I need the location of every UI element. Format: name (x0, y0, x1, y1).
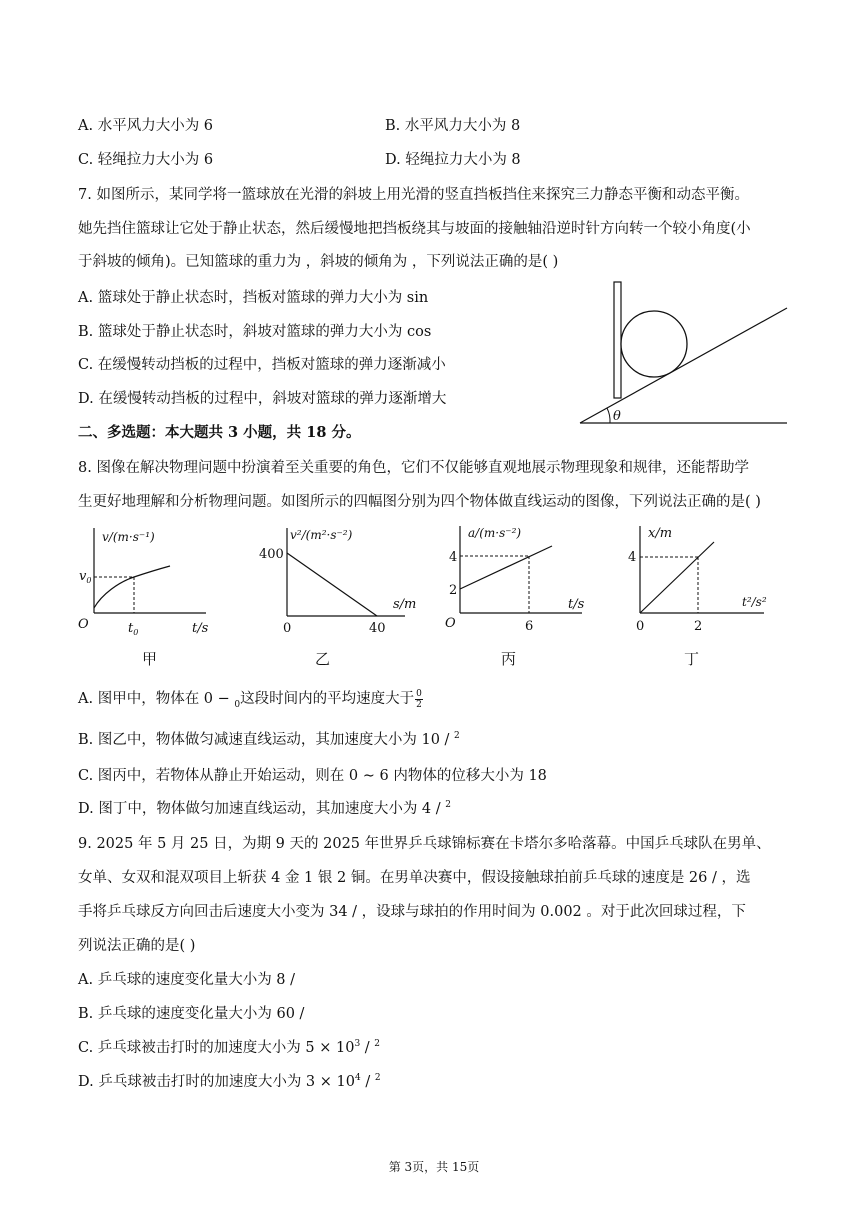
origin-label: O (78, 617, 89, 632)
graph-jia (74, 524, 234, 674)
theta-label: θ (613, 409, 621, 424)
q7-option-a: A. 篮球处于静止状态时，挡板对篮球的弹力大小为 sin (78, 290, 429, 306)
basketball (621, 311, 687, 377)
x-tick-40: 40 (369, 621, 386, 636)
x-axis-label: s/m (393, 597, 417, 612)
v-t-curve (94, 566, 170, 608)
y-axis-label: x/m (648, 526, 673, 541)
q7-stem-line1: 7. 如图所示，某同学将一篮球放在光滑的斜坡上用光滑的竖直挡板挡住来探究三力静态平衡和动态平衡。 (78, 187, 749, 203)
q7-option-d: D. 在缓慢转动挡板的过程中，斜坡对篮球的弹力逐渐增大 (78, 391, 447, 407)
x-axis-label: t/s (568, 597, 585, 612)
slope-line (580, 308, 787, 423)
q8-option-d: D. 图丁中，物体做匀加速直线运动，其加速度大小为 4 / $^2$ (78, 800, 451, 817)
q6-option-a: A. 水平风力大小为 6 (78, 118, 214, 134)
q9-option-b: B. 乒乓球的速度变化量大小为 60 / (78, 1006, 305, 1022)
q9-stem-line3: 手将乒乓球反方向回击后速度大小变为 34 / ，设球与球拍的作用时间为 0.002 。对于此次回球过程，下 (78, 904, 746, 920)
y-tick-4: 4 (628, 550, 637, 565)
caption-ding: 丁 (684, 650, 700, 668)
q7-option-b: B. 篮球处于静止状态时，斜坡对篮球的弹力大小为 cos (78, 324, 432, 340)
q8-stem-line2: 生更好地理解和分析物理问题。如图所示的四幅图分别为四个物体做直线运动的图像，下列说法正确的是( ) (78, 494, 761, 510)
q7-stem-line3: 于斜坡的倾角)。已知篮球的重力为 ，斜坡的倾角为 ，下列说法正确的是( ) (78, 254, 559, 270)
angle-arc (607, 408, 610, 423)
section-heading: 二、多选题：本大题共 3 小题，共 18 分。 (78, 424, 361, 441)
q8-option-b: B. 图乙中，物体做匀减速直线运动，其加速度大小为 10 / $^2$ (78, 731, 460, 748)
zero-label: 0 (636, 619, 645, 634)
caption-bing: 丙 (501, 650, 517, 668)
zero-label: 0 (283, 621, 292, 636)
y-tick-4: 4 (449, 550, 458, 565)
q9-stem-line1: 9. 2025 年 5 月 25 日，为期 9 天的 2025 年世界乒乓球锦标赛在卡塔尔多哈落幕。中国乒乓球队在男单、 (78, 836, 771, 852)
q6-option-d: D. 轻绳拉力大小为 8 (385, 152, 521, 168)
caption-jia: 甲 (142, 650, 158, 668)
q8-option-a: A. 图甲中，物体在 0 − $_0$这段时间内的平均速度大于 $\frac{0}{2}$ (78, 688, 422, 710)
q7-option-c: C. 在缓慢转动挡板的过程中，挡板对篮球的弹力逐渐减小 (78, 357, 446, 373)
y-axis-label: v²/(m²·s⁻²) (290, 528, 353, 542)
y-axis-label: a/(m·s⁻²) (468, 526, 522, 540)
v0-label: $v_0$ (79, 569, 92, 585)
q8-option-c: C. 图丙中，若物体从静止开始运动，则在 0 ∼ 6 内物体的位移大小为 18 (78, 768, 547, 784)
x-t2-line (640, 542, 714, 613)
x-tick-2: 2 (694, 619, 703, 634)
slope-ball-figure (575, 280, 795, 428)
t0-label: $t_0$ (128, 621, 139, 637)
q7-stem-line2: 她先挡住篮球让它处于静止状态，然后缓慢地把挡板绕其与坡面的接触轴沿逆时针方向转一个较小角度(小 (78, 221, 751, 237)
q6-option-b: B. 水平风力大小为 8 (385, 118, 521, 134)
y-axis-label: v/(m·s⁻¹) (102, 530, 155, 544)
q8-stem-line1: 8. 图像在解决物理问题中扮演着至关重要的角色，它们不仅能够直观地展示物理现象和规律，还能帮助学 (78, 460, 749, 476)
q9-option-c: C. 乒乓球被击打时的加速度大小为 $5 \times 10^3 / ^2$ (78, 1039, 381, 1056)
graph-yi (255, 524, 425, 674)
page-footer: 第 3页，共 15页 (388, 1160, 480, 1174)
origin-label: O (445, 616, 456, 631)
q9-option-d: D. 乒乓球被击打时的加速度大小为 $3 \times 10^4 / ^2$ (78, 1073, 381, 1090)
q6-option-c: C. 轻绳拉力大小为 6 (78, 152, 214, 168)
graph-ding (622, 520, 792, 675)
q9-stem-line2: 女单、女双和混双项目上斩获 4 金 1 银 2 铜。在男单决赛中，假设接触球拍前乒乓球的速度是 26 / ，选 (78, 870, 751, 886)
graph-bing (442, 520, 602, 675)
x-axis-label: t/s (192, 621, 209, 636)
q9-option-a: A. 乒乓球的速度变化量大小为 8 / (78, 972, 296, 988)
y-tick-2: 2 (449, 583, 458, 598)
caption-yi: 乙 (315, 650, 331, 668)
x-tick-6: 6 (525, 619, 534, 634)
baffle-board (614, 282, 621, 398)
q9-stem-line4: 列说法正确的是( ) (78, 938, 196, 954)
a-t-line (460, 546, 552, 589)
v2-s-line (287, 553, 377, 616)
y-tick-400: 400 (259, 547, 284, 562)
x-axis-label: t²/s² (742, 595, 767, 609)
